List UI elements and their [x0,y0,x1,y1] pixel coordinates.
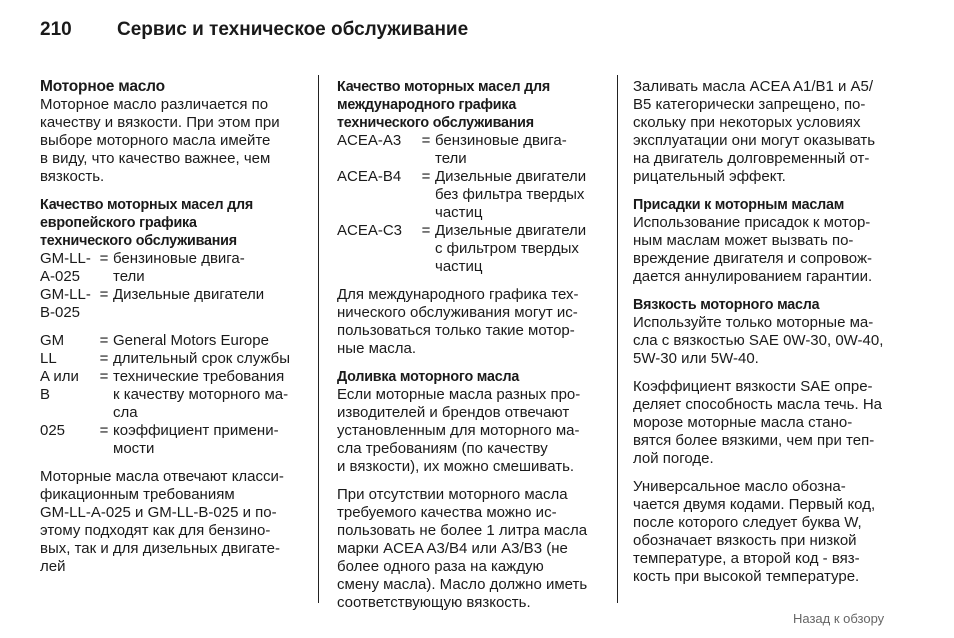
definition-term [40,250,95,286]
text-line: технического обслуживания [337,115,534,131]
definition-term [337,222,417,276]
equals-sign: = [99,350,109,367]
text-line: европейского графика [40,215,197,231]
column-3 [633,78,918,596]
section-heading [337,368,622,386]
text-line: смену масла). Масло должно иметь [337,576,588,593]
text-line: фикационным требованиям [40,486,235,503]
text-line: Используйте только моторные ма- [633,314,874,331]
column-divider [617,75,618,603]
paragraph [337,286,622,358]
text-line: скольку при некоторых условиях [633,114,861,131]
text-line: сла требованиям (по качеству [337,440,548,457]
text-line: требуемого качества можно ис- [337,504,557,521]
text-line: морозе моторные масла стано- [633,414,853,431]
text-line: международного графика [337,97,517,113]
paragraph [40,96,325,186]
text-line: вязкость. [40,168,105,185]
term-line: GM-LL- [40,250,91,267]
equals-sign: = [99,250,109,267]
text-line: Моторное масло [40,78,165,95]
text-line: Использование присадок к мотор- [633,214,871,231]
paragraph [337,386,622,476]
text-line: и вязкости), их можно смешивать. [337,458,575,475]
definition-line: бензиновые двига- [113,250,245,267]
equals-sign: = [421,168,431,185]
definition-text [113,250,245,286]
text-line: GM-LL-A-025 и GM-LL-B-025 и по- [40,504,277,521]
definition-list [337,132,622,276]
definition-line: мости [113,440,155,457]
paragraph [40,468,325,576]
text-line: вятся более вязкими, чем при теп- [633,432,875,449]
definition-text [113,422,279,458]
text-line: эксплуатации они могут оказывать [633,132,876,149]
text-line: Моторные масла отвечают класси- [40,468,284,485]
text-line: Заливать масла ACEA A1/B1 и A5/ [633,78,874,95]
definition-term [40,422,95,458]
term-line: GM [40,332,65,349]
definition-line: тели [113,268,145,285]
text-line: Присадки к моторным маслам [633,197,845,213]
definition-row [40,350,325,368]
term-line: 025 [40,422,66,439]
text-line: B5 категорически запрещено, по- [633,96,866,113]
text-line: пользоваться только такие мотор- [337,322,575,339]
text-line: 5W-30 или 5W-40. [633,350,759,367]
page-header [40,19,468,41]
paragraph [633,378,918,468]
page-number: 210 [40,19,72,40]
definition-row [337,222,622,276]
term-line: B-025 [40,304,81,321]
text-line: обозначает вязкость при низкой [633,532,857,549]
paragraph [633,314,918,368]
paragraph [633,78,918,186]
page-title: Сервис и техническое обслуживание [117,19,469,40]
definition-line: бензиновые двига- [435,132,567,149]
text-line: нического обслуживания могут ис- [337,304,578,321]
column-1 [40,78,325,586]
definition-term [40,350,95,368]
definition-line: Дизельные двигатели [435,222,587,239]
section-heading [633,196,918,214]
definition-text [113,332,269,350]
term-line: ACEA-C3 [337,222,403,239]
definition-line: длительный срок службы [113,350,291,367]
definition-text [113,368,288,422]
text-line: более одного раза на каждую [337,558,544,575]
definition-line: без фильтра твердых [435,186,585,203]
text-line: Моторное масло различается по [40,96,269,113]
text-line: Вязкость моторного масла [633,297,820,313]
definition-term [40,368,95,422]
text-line: технического обслуживания [40,233,237,249]
text-line: температуре, а второй код - вяз- [633,550,860,567]
equals-sign: = [99,422,109,439]
equals-sign: = [99,286,109,303]
definition-text [435,168,586,222]
definition-line: к качеству моторного ма- [113,386,289,403]
definition-row [40,250,325,286]
equals-sign: = [421,132,431,149]
text-line: сла с вязкостью SAE 0W-30, 0W-40, [633,332,884,349]
text-line: Для международного графика тех- [337,286,579,303]
text-line: соответствующую вязкость. [337,594,531,611]
definition-row [40,422,325,458]
paragraph [633,478,918,586]
term-line: LL [40,350,57,367]
text-line: лей [40,558,66,575]
definition-text [113,286,264,322]
text-line: ным маслам может вызвать по- [633,232,854,249]
text-line: ные масла. [337,340,416,357]
column-2 [337,78,622,622]
text-line: Качество моторных масел для [337,79,551,95]
term-line: A-025 [40,268,81,285]
text-line: этому подходят как для бензино- [40,522,271,539]
definition-list [40,250,325,322]
text-line: установленным для моторного ма- [337,422,580,439]
definition-line: частиц [435,204,483,221]
text-line: вреждение двигателя и сопровож- [633,250,872,267]
text-line: кость при высокой температуре. [633,568,860,585]
definition-term [337,168,417,222]
text-line: При отсутствии моторного масла [337,486,568,503]
back-to-overview-link[interactable]: Назад к обзору [793,611,885,626]
definition-line: технические требования [113,368,285,385]
definition-row [40,368,325,422]
definition-row [337,168,622,222]
text-line: дается аннулированием гарантии. [633,268,873,285]
definition-term [337,132,417,168]
paragraph [633,214,918,286]
definition-line: Дизельные двигатели [435,168,587,185]
column-divider [318,75,319,603]
definition-line: сла [113,404,138,421]
text-line: лой погоде. [633,450,714,467]
definition-line: частиц [435,258,483,275]
text-line: вых, так и для дизельных двигате- [40,540,280,557]
definition-row [40,332,325,350]
section-heading [40,78,325,96]
definition-text [435,132,567,168]
definition-list [40,332,325,458]
text-line: Универсальное масло обозна- [633,478,846,495]
term-line: ACEA-B4 [337,168,402,185]
text-line: выборе моторного масла имейте [40,132,271,149]
equals-sign: = [99,332,109,349]
equals-sign: = [421,222,431,239]
term-line: A или [40,368,79,385]
definition-row [337,132,622,168]
definition-line: General Motors Europe [113,332,269,349]
paragraph [337,486,622,612]
term-line: B [40,386,51,403]
text-line: рицательный эффект. [633,168,786,185]
text-line: качеству и вязкости. При этом при [40,114,280,131]
section-heading [337,78,622,132]
term-line: GM-LL- [40,286,91,303]
section-heading [633,296,918,314]
definition-term [40,286,95,322]
text-line: марки ACEA A3/B4 или A3/B3 (не [337,540,568,557]
definition-row [40,286,325,322]
definition-line: Дизельные двигатели [113,286,265,303]
definition-term [40,332,95,350]
text-line: изводителей и брендов отвечают [337,404,570,421]
definition-line: тели [435,150,467,167]
definition-line: коэффициент примени- [113,422,279,439]
text-line: после которого следует буква W, [633,514,862,531]
equals-sign: = [99,368,109,385]
text-line: в виду, что качество важнее, чем [40,150,271,167]
term-line: ACEA-A3 [337,132,402,149]
definition-text [113,350,290,368]
text-line: Доливка моторного масла [337,369,520,385]
definition-line: с фильтром твердых [435,240,579,257]
text-line: Качество моторных масел для [40,197,254,213]
text-line: пользовать не более 1 литра масла [337,522,588,539]
text-line: чается двумя кодами. Первый код, [633,496,876,513]
text-line: деляет способность масла течь. На [633,396,883,413]
text-line: Если моторные масла разных про- [337,386,581,403]
text-line: Коэффициент вязкости SAE опре- [633,378,873,395]
text-line: на двигатель долговременный от- [633,150,870,167]
definition-text [435,222,586,276]
section-heading [40,196,325,250]
